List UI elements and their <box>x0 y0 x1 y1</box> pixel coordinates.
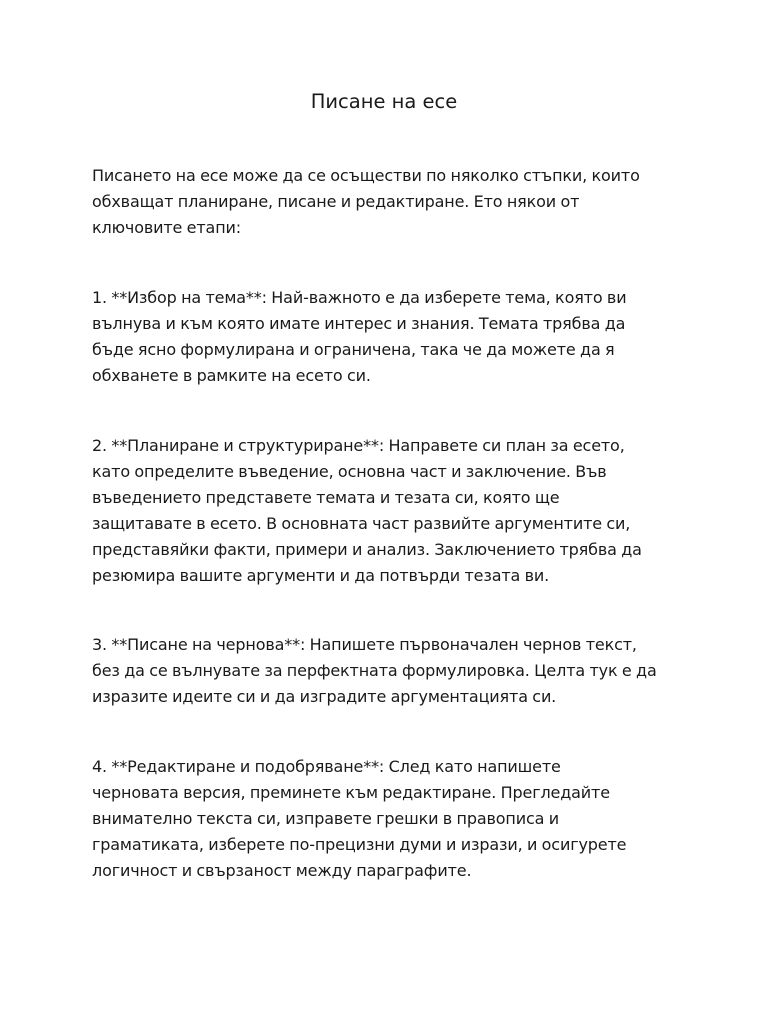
text-line: без да се вълнувате за перфектната формулировка. Целта тук е да <box>92 661 657 680</box>
text-line: вълнува и към която имате интерес и знания. Темата трябва да <box>92 314 626 333</box>
text-line: въведението представете темата и тезата си, която ще <box>92 488 560 507</box>
step-1-paragraph <box>92 285 692 389</box>
text-line: бъде ясно формулирана и ограничена, така че да можете да я <box>92 340 615 359</box>
text-line: 2. **Планиране и структуриране**: Направете си план за есето, <box>92 436 625 455</box>
text-line: граматиката, изберете по-прецизни думи и изрази, и осигурете <box>92 835 627 854</box>
text-line: като определите въведение, основна част и заключение. Във <box>92 462 607 481</box>
text-line: черновата версия, преминете към редактиране. Прегледайте <box>92 783 610 802</box>
text-line: обхващат планиране, писане и редактиране. Ето някои от <box>92 192 580 211</box>
text-line: защитавате в есето. В основната част развийте аргументите си, <box>92 514 631 533</box>
text-line: 3. **Писане на чернова**: Напишете първоначален чернов текст, <box>92 635 637 654</box>
step-4-paragraph <box>92 754 692 884</box>
step-3-paragraph <box>92 632 692 710</box>
text-line: изразите идеите си и да изградите аргументацията си. <box>92 687 557 706</box>
text-line: внимателно текста си, изправете грешки в правописа и <box>92 809 559 828</box>
text-line: логичност и свързаност между параграфите. <box>92 861 472 880</box>
text-line: представяйки факти, примери и анализ. Заключението трябва да <box>92 540 642 559</box>
text-line: 4. **Редактиране и подобряване**: След като напишете <box>92 757 561 776</box>
text-line: ключовите етапи: <box>92 218 241 237</box>
text-line: 1. **Избор на тема**: Най-важното е да изберете тема, която ви <box>92 288 627 307</box>
intro-paragraph <box>92 163 692 241</box>
text-line: резюмира вашите аргументи и да потвърди тезата ви. <box>92 566 550 585</box>
text-line: Писането на есе може да се осъществи по няколко стъпки, които <box>92 166 640 185</box>
step-2-paragraph <box>92 433 692 589</box>
document-title: Писане на есе <box>310 90 458 113</box>
text-line: обхванете в рамките на есето си. <box>92 366 371 385</box>
